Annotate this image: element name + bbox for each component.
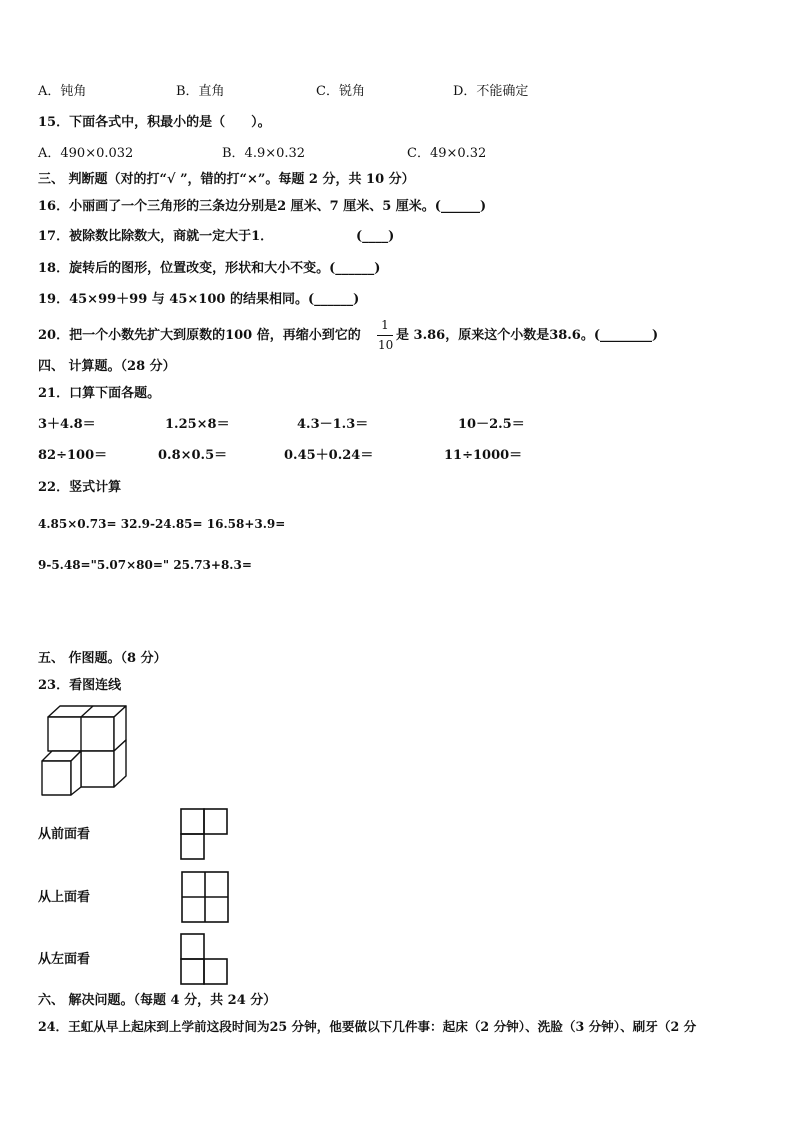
q22-stem: 22．竖式计算	[38, 480, 122, 495]
q14-option-b: B．直角	[176, 84, 225, 99]
q14-option-c: C．锐角	[316, 84, 365, 99]
q22-line-1: 4.85×0.73= 32.9-24.85= 16.58+3.9=	[38, 517, 286, 531]
q18: 18．旋转后的图形，位置改变，形状和大小不变。(______)	[38, 261, 381, 276]
q15-stem: 15．下面各式中，积最小的是（ ）。	[38, 115, 271, 130]
q20-after: 是 3.86，原来这个小数是38.6。(________)	[396, 328, 659, 343]
q20-before: 20．把一个小数先扩大到原数的100 倍，再缩小到它的	[38, 328, 361, 343]
q24: 24．王虹从早上起床到上学前这段时间为25 分钟，他要做以下几件事：起床（2 分钟）、洗脸（3 分钟）、刷牙（2 分	[38, 1019, 697, 1034]
q20-fraction-bar	[377, 335, 393, 336]
q17-stem: 17．被除数比除数大，商就一定大于1．	[38, 229, 274, 244]
q21-r1-c2: 1.25×8＝	[165, 417, 230, 432]
section-4-heading: 四、 计算题。（28 分）	[38, 359, 176, 374]
q14-option-a: A．钝角	[38, 84, 87, 99]
view-front-figure	[180, 808, 230, 862]
cube-stack-figure	[38, 703, 130, 799]
q21-r2-c1: 82÷100＝	[38, 448, 108, 463]
q15-option-c: C．49×0.32	[407, 146, 487, 161]
section-5-heading: 五、 作图题。（8 分）	[38, 651, 167, 666]
q23-label-front: 从前面看	[38, 827, 91, 842]
q21-r2-c2: 0.8×0.5＝	[158, 448, 228, 463]
q23-stem: 23．看图连线	[38, 678, 122, 693]
q21-r1-c3: 4.3－1.3＝	[297, 417, 369, 432]
q14-option-d: D．不能确定	[453, 84, 529, 99]
q21-r2-c3: 0.45＋0.24＝	[284, 448, 374, 463]
q21-r2-c4: 11÷1000＝	[444, 448, 523, 463]
q15-option-b: B．4.9×0.32	[222, 146, 306, 161]
view-left-figure	[180, 933, 230, 987]
view-top-figure	[181, 871, 231, 925]
q20-fraction-denominator: 10	[378, 338, 394, 352]
q17-blank: (____)	[356, 229, 395, 244]
q21-stem: 21．口算下面各题。	[38, 386, 161, 401]
q16: 16．小丽画了一个三角形的三条边分别是2 厘米、7 厘米、5 厘米。(______)	[38, 199, 487, 214]
section-3-heading: 三、 判断题（对的打“√ ”，错的打“×”。每题 2 分，共 10 分）	[38, 172, 415, 187]
section-6-heading: 六、 解决问题。（每题 4 分，共 24 分）	[38, 993, 277, 1008]
q21-r1-c4: 10－2.5＝	[458, 417, 525, 432]
q23-label-left: 从左面看	[38, 952, 91, 967]
q19: 19．45×99＋99 与 45×100 的结果相同。(______)	[38, 292, 360, 307]
q23-label-top: 从上面看	[38, 890, 91, 905]
q20-fraction-numerator: 1	[381, 318, 389, 332]
q22-line-2: 9-5.48="5.07×80=" 25.73+8.3=	[38, 558, 252, 572]
q15-option-a: A．490×0.032	[38, 146, 134, 161]
q21-r1-c1: 3＋4.8＝	[38, 417, 96, 432]
